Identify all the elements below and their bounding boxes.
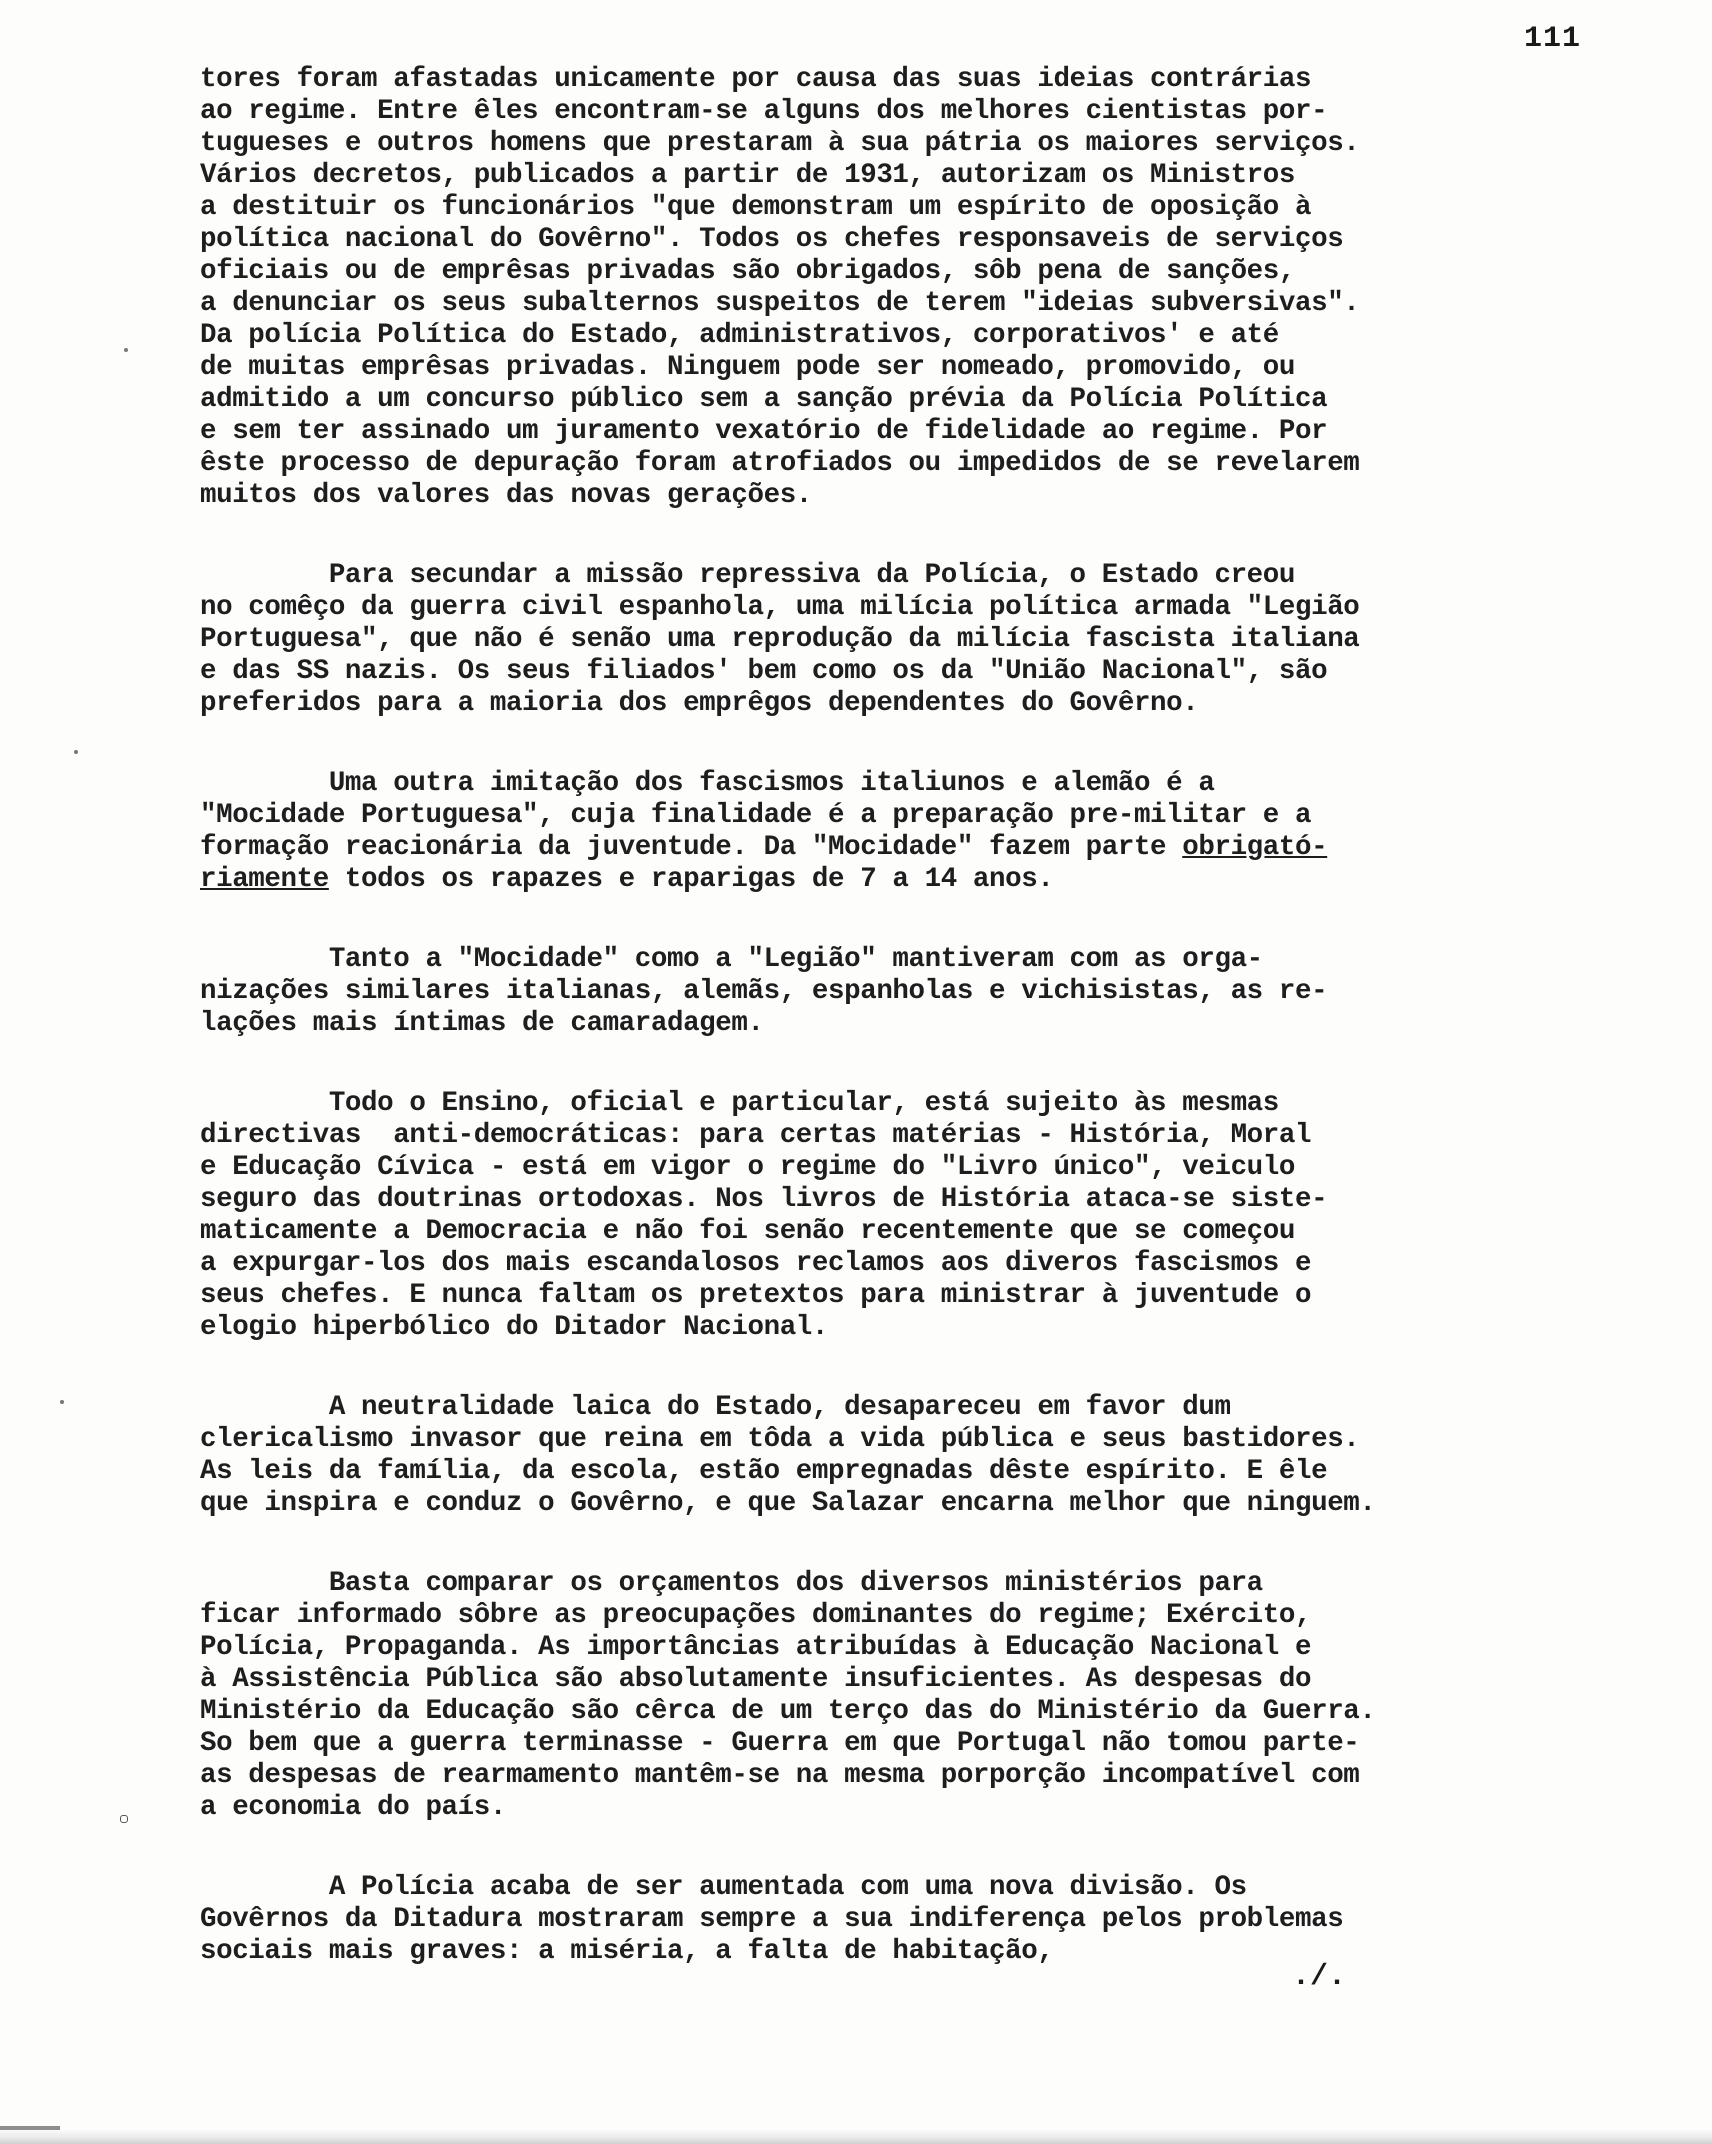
text-line: no comêço da guerra civil espanhola, uma milícia política armada "Legião — [200, 592, 1360, 623]
text-line: Para secundar a missão repressiva da Polícia, o Estado creou — [200, 560, 1295, 591]
text-line: de muitas emprêsas privadas. Ninguem pode ser nomeado, promovido, ou — [200, 352, 1295, 383]
text-line: oficiais ou de emprêsas privadas são obrigados, sôb pena de sanções, — [200, 256, 1295, 287]
text-line: seus chefes. E nunca faltam os pretextos para ministrar à juventude o — [200, 1280, 1312, 1311]
text-line: Uma outra imitação dos fascismos italiunos e alemão é a — [200, 768, 1215, 799]
text-line: elogio hiperbólico do Ditador Nacional. — [200, 1312, 829, 1343]
text-line: "Mocidade Portuguesa", cuja finalidade é a preparação pre-militar e a — [200, 800, 1312, 831]
punch-hole-mark — [120, 1815, 128, 1823]
text-line: Portuguesa", que não é senão uma reprodução da milícia fascista italiana — [200, 624, 1360, 655]
margin-speck — [124, 348, 128, 352]
margin-speck — [60, 1400, 64, 1404]
paragraph-budgets — [200, 1568, 1660, 1824]
text-line: tugueses e outros homens que prestaram à sua pátria os maiores serviços. — [200, 128, 1360, 159]
text-line: a destituir os funcionários "que demonstram um espírito de oposição à — [200, 192, 1312, 223]
text-line: A neutralidade laica do Estado, desapareceu em favor dum — [200, 1392, 1231, 1423]
paragraph-ensino — [200, 1088, 1660, 1344]
text-line: So bem que a guerra terminasse - Guerra em que Portugal não tomou parte- — [200, 1728, 1360, 1759]
text-line: êste processo de depuração foram atrofiados ou impedidos de se revelarem — [200, 448, 1360, 479]
page-number: 111 — [1524, 22, 1582, 56]
paragraph-relations — [200, 944, 1660, 1040]
text-line: maticamente a Democracia e não foi senão recentemente que se começou — [200, 1216, 1295, 1247]
text-line: Tanto a "Mocidade" como a "Legião" mantiveram com as orga- — [200, 944, 1263, 975]
text-line: admitido a um concurso público sem a sanção prévia da Polícia Política — [200, 384, 1328, 415]
text-line: à Assistência Pública são absolutamente insuficientes. As despesas do — [200, 1664, 1312, 1695]
text-line: preferidos para a maioria dos emprêgos dependentes do Govêrno. — [200, 688, 1199, 719]
text-line: tores foram afastadas unicamente por causa das suas ideias contrárias — [200, 64, 1312, 95]
text-line: que inspira e conduz o Govêrno, e que Salazar encarna melhor que ninguem. — [200, 1488, 1376, 1519]
text-line: nizações similares italianas, alemãs, espanholas e vichisistas, as re- — [200, 976, 1328, 1007]
margin-speck — [74, 750, 78, 754]
text-line: muitos dos valores das novas gerações. — [200, 480, 812, 511]
text-line: a expurgar-los dos mais escandalosos reclamos aos diveros fascismos e — [200, 1248, 1312, 1279]
underlined-word: obrigató- — [1182, 832, 1328, 863]
text-line: a economia do país. — [200, 1792, 506, 1823]
paragraph-mocidade — [200, 768, 1660, 896]
page-bottom-edge — [0, 2128, 1712, 2144]
page-corner-shadow — [0, 2126, 60, 2130]
paragraph-clericalism — [200, 1392, 1660, 1520]
text-line: Da polícia Política do Estado, administrativos, corporativos' e até — [200, 320, 1279, 351]
text-line — [200, 832, 1660, 864]
text-line: política nacional do Govêrno". Todos os chefes responsaveis de serviços — [200, 224, 1344, 255]
text-line: clericalismo invasor que reina em tôda a vida pública e seus bastidores. — [200, 1424, 1360, 1455]
text-line: ficar informado sôbre as preocupações dominantes do regime; Exército, — [200, 1600, 1312, 1631]
paragraph-legiao — [200, 560, 1660, 720]
text-line: Basta comparar os orçamentos dos diversos ministérios para — [200, 1568, 1263, 1599]
underlined-word: riamente — [200, 864, 329, 895]
text-line: e Educação Cívica - está em vigor o regime do "Livro único", veiculo — [200, 1152, 1295, 1183]
text-line: e das SS nazis. Os seus filiados' bem como os da "União Nacional", são — [200, 656, 1328, 687]
text-line — [200, 864, 1660, 896]
text-line: Ministério da Educação são cêrca de um terço das do Ministério da Guerra. — [200, 1696, 1376, 1727]
paragraph-intro — [200, 64, 1660, 512]
text-line: ao regime. Entre êles encontram-se alguns dos melhores cientistas por- — [200, 96, 1328, 127]
text-line: directivas anti-democráticas: para certas matérias - História, Moral — [200, 1120, 1312, 1151]
text-segment: formação reacionária da juventude. Da "Mocidade" fazem parte — [200, 832, 1183, 863]
text-line: Polícia, Propaganda. As importâncias atribuídas à Educação Nacional e — [200, 1632, 1312, 1663]
typescript-body — [200, 64, 1660, 1968]
text-line: A Polícia acaba de ser aumentada com uma nova divisão. Os — [200, 1872, 1247, 1903]
text-line: Todo o Ensino, oficial e particular, está sujeito às mesmas — [200, 1088, 1279, 1119]
text-line: Govêrnos da Ditadura mostraram sempre a sua indiferença pelos problemas — [200, 1904, 1344, 1935]
text-line: e sem ter assinado um juramento vexatório de fidelidade ao regime. Por — [200, 416, 1328, 447]
text-line: lações mais íntimas de camaradagem. — [200, 1008, 764, 1039]
text-line: sociais mais graves: a miséria, a falta de habitação, — [200, 1936, 1054, 1967]
text-line: as despesas de rearmamento mantêm-se na mesma porporção incompatível com — [200, 1760, 1360, 1791]
text-line: As leis da família, da escola, estão empregnadas dêste espírito. E êle — [200, 1456, 1328, 1487]
text-line: Vários decretos, publicados a partir de 1931, autorizam os Ministros — [200, 160, 1295, 191]
text-line: seguro das doutrinas ortodoxas. Nos livros de História ataca-se siste- — [200, 1184, 1328, 1215]
paragraph-police-division — [200, 1872, 1660, 1968]
continuation-mark: ./. — [1292, 1960, 1347, 1994]
text-segment: todos os rapazes e raparigas de 7 a 14 anos. — [328, 864, 1054, 895]
text-line: a denunciar os seus subalternos suspeitos de terem "ideias subversivas". — [200, 288, 1360, 319]
